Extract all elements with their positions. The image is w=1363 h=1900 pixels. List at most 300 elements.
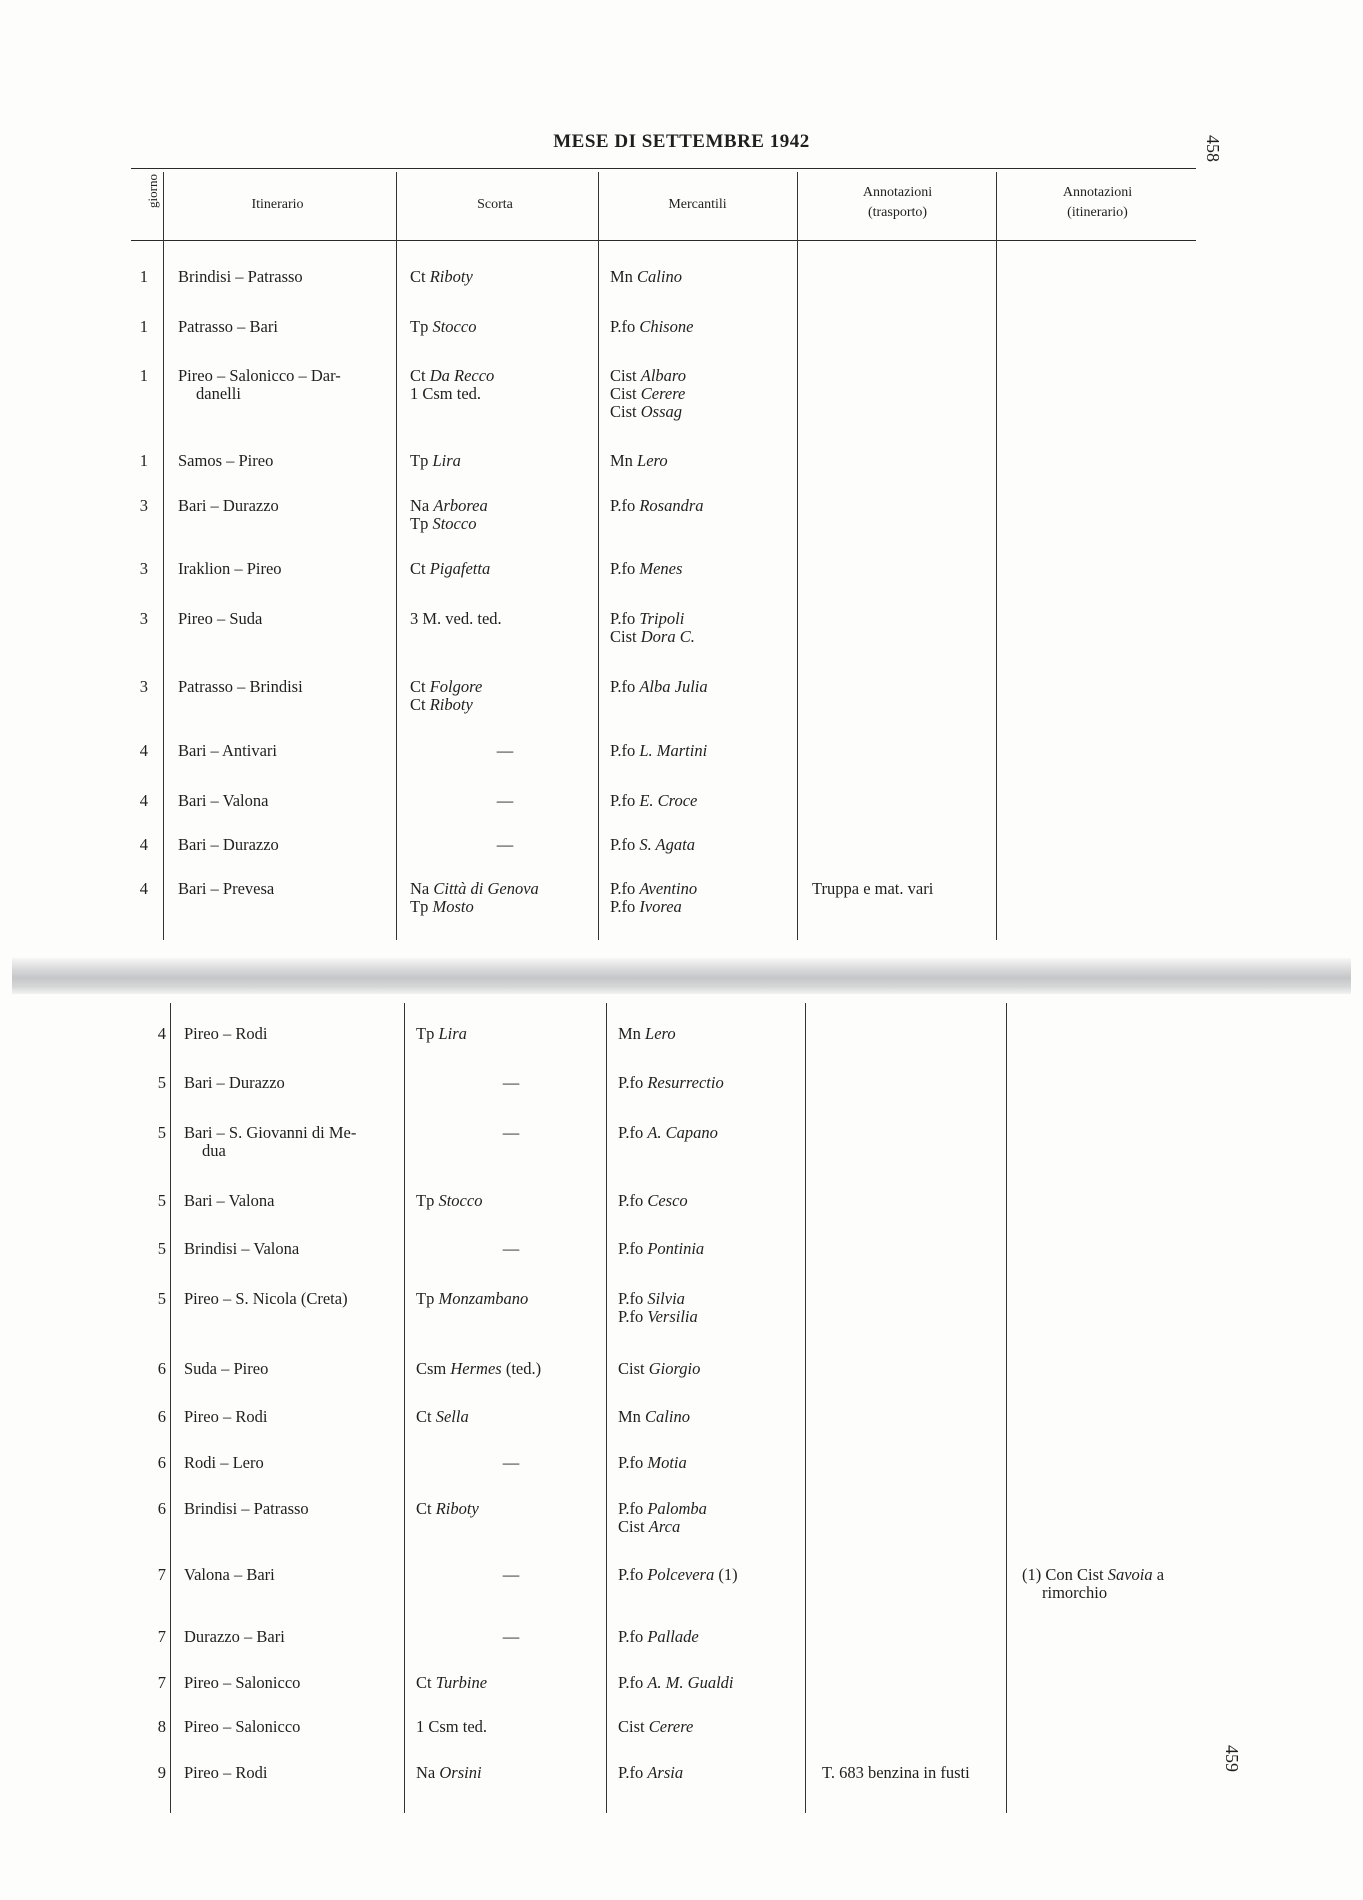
mercantili-type: P.fo	[618, 1073, 644, 1092]
mercantili-name: S. Agata	[639, 835, 695, 854]
itinerario-line: Pireo – Rodi	[184, 1024, 268, 1043]
mercantili-type: Cist	[610, 366, 637, 385]
mercantili-type: P.fo	[610, 559, 636, 578]
scorta-name: Pigafetta	[429, 559, 491, 578]
mercantili-cell	[618, 1192, 808, 1210]
scorta-cell	[416, 1566, 606, 1584]
giorno-cell: 1	[139, 317, 148, 336]
scorta-cell	[416, 1360, 606, 1378]
itinerario-line: Brindisi – Patrasso	[184, 1499, 309, 1518]
scorta-line	[416, 1718, 606, 1736]
itinerario-line: Brindisi – Valona	[184, 1239, 300, 1258]
scorta-dash: —	[502, 1565, 520, 1584]
scorta-type: Csm	[416, 1359, 447, 1378]
itinerario-cell	[178, 367, 393, 403]
scorta-cell	[410, 452, 600, 470]
note-line: rimorchio	[1042, 1583, 1108, 1602]
scorta-type: Tp	[410, 897, 429, 916]
scorta-name: Turbine	[435, 1673, 488, 1692]
mercantili-line	[610, 367, 800, 385]
scorta-dash: —	[502, 1239, 520, 1258]
header-bottom-rule	[131, 240, 1196, 241]
mercantili-name: Rosandra	[639, 496, 704, 515]
mercantili-type: P.fo	[610, 317, 636, 336]
mercantili-cell	[618, 1628, 808, 1646]
mercantili-name: L. Martini	[639, 741, 708, 760]
giorno-cell: 5	[157, 1191, 166, 1210]
scorta-name: Stocco	[432, 514, 477, 533]
scorta-line	[416, 1500, 606, 1518]
scorta-type: Ct	[410, 695, 426, 714]
itinerario-line: Bari – Prevesa	[178, 879, 275, 898]
mercantili-name: Calino	[637, 267, 682, 286]
scorta-type: 3 M. ved. ted.	[410, 609, 502, 628]
mercantili-name: Motia	[647, 1453, 687, 1472]
mercantili-type: P.fo	[610, 791, 636, 810]
mercantili-type: Mn	[610, 451, 633, 470]
scorta-type: Tp	[410, 451, 429, 470]
mercantili-line	[618, 1290, 808, 1308]
mercantili-cell	[610, 560, 800, 578]
mercantili-line	[618, 1718, 808, 1736]
scorta-dash: —	[502, 1123, 520, 1142]
itinerario-cell	[178, 560, 393, 578]
column-separator	[797, 172, 798, 940]
mercantili-name: Lero	[645, 1024, 676, 1043]
giorno-cell: 6	[157, 1453, 166, 1472]
mercantili-name: E. Croce	[639, 791, 698, 810]
mercantili-cell	[610, 792, 800, 810]
scorta-line	[410, 268, 600, 286]
scorta-cell	[416, 1240, 606, 1258]
mercantili-line	[610, 560, 800, 578]
itinerario-line: Pireo – Salonicco – Dar-	[178, 366, 341, 385]
itinerario-cell	[184, 1240, 399, 1258]
scorta-cell	[416, 1192, 606, 1210]
mercantili-line	[618, 1240, 808, 1258]
mercantili-line	[610, 403, 800, 421]
itinerario-line: Bari – Durazzo	[178, 835, 279, 854]
itinerario-cell	[178, 742, 393, 760]
mercantili-type: P.fo	[618, 1289, 644, 1308]
giorno-cell: 6	[157, 1359, 166, 1378]
column-separator	[996, 172, 997, 940]
giorno-cell: 7	[157, 1565, 166, 1584]
page-number-left: 458	[1203, 135, 1223, 162]
scorta-cell	[416, 1500, 606, 1518]
scorta-line	[410, 560, 600, 578]
note-ship-name: Savoia	[1107, 1565, 1153, 1584]
mercantili-line	[618, 1454, 808, 1472]
itinerario-line: Bari – S. Giovanni di Me-	[184, 1123, 357, 1142]
itinerario-line: danelli	[196, 384, 241, 403]
mercantili-line	[618, 1124, 808, 1142]
mercantili-type: P.fo	[610, 741, 636, 760]
itinerario-cell	[184, 1290, 399, 1308]
itinerario-cell	[178, 452, 393, 470]
mercantili-cell	[610, 836, 800, 854]
mercantili-type: Mn	[618, 1024, 641, 1043]
mercantili-name: Palomba	[647, 1499, 707, 1518]
itinerario-line: Bari – Valona	[184, 1191, 275, 1210]
mercantili-type: Cist	[610, 402, 637, 421]
scorta-type: Tp	[410, 317, 429, 336]
mercantili-line	[610, 678, 800, 696]
mercantili-cell	[618, 1764, 808, 1782]
scorta-extra: (ted.)	[505, 1359, 542, 1378]
scorta-name: Stocco	[432, 317, 477, 336]
giorno-cell: 3	[139, 559, 148, 578]
itinerario-line: Brindisi – Patrasso	[178, 267, 303, 286]
mercantili-name: Tripoli	[639, 609, 685, 628]
scorta-type: Ct	[410, 366, 426, 385]
mercantili-type: P.fo	[618, 1565, 644, 1584]
column-header-mercantili: Mercantili	[668, 197, 727, 212]
mercantili-type: P.fo	[618, 1307, 644, 1326]
itinerario-cell	[178, 610, 393, 628]
giorno-cell: 6	[157, 1499, 166, 1518]
mercantili-type: Mn	[618, 1407, 641, 1426]
scorta-line	[410, 385, 600, 403]
scorta-type: 1 Csm ted.	[410, 384, 482, 403]
mercantili-type: P.fo	[618, 1453, 644, 1472]
scorta-type: 1 Csm ted.	[416, 1717, 488, 1736]
scorta-cell	[410, 367, 600, 403]
mercantili-cell	[618, 1025, 808, 1043]
note-text: (1) Con Cist	[1022, 1565, 1108, 1584]
mercantili-line	[610, 452, 800, 470]
mercantili-type: Cist	[610, 627, 637, 646]
itinerario-line: Samos – Pireo	[178, 451, 274, 470]
annot-itinerario-line1: Annotazioni	[1062, 185, 1133, 200]
giorno-cell: 3	[139, 609, 148, 628]
scorta-cell	[416, 1718, 606, 1736]
annotazioni-trasporto-cell: T. 683 benzina in fusti	[822, 1763, 970, 1782]
itinerario-line: Bari – Durazzo	[184, 1073, 285, 1092]
itinerario-cell	[184, 1025, 399, 1043]
mercantili-name: Pallade	[647, 1627, 699, 1646]
mercantili-cell	[610, 880, 800, 916]
scorta-cell	[416, 1124, 606, 1142]
mercantili-name: Arca	[648, 1517, 681, 1536]
itinerario-cell	[184, 1360, 399, 1378]
mercantili-name: Versilia	[647, 1307, 698, 1326]
scorta-name: Arborea	[433, 496, 488, 515]
column-header-annotazioni-itinerario	[1000, 183, 1195, 223]
itinerario-line: Rodi – Lero	[184, 1453, 264, 1472]
scorta-name: Lira	[438, 1024, 467, 1043]
mercantili-cell	[610, 497, 800, 515]
mercantili-name: Cerere	[640, 384, 686, 403]
scorta-cell	[410, 678, 600, 714]
itinerario-cell	[184, 1674, 399, 1692]
mercantili-cell	[618, 1360, 808, 1378]
mercantili-line	[618, 1764, 808, 1782]
mercantili-name: Chisone	[639, 317, 694, 336]
itinerario-line: Pireo – Salonicco	[184, 1673, 301, 1692]
header-top-rule	[131, 168, 1196, 169]
giorno-cell: 6	[157, 1407, 166, 1426]
mercantili-line	[618, 1674, 808, 1692]
mercantili-name: Resurrectio	[647, 1073, 724, 1092]
itinerario-line: Durazzo – Bari	[184, 1627, 285, 1646]
scorta-cell	[410, 880, 600, 916]
note-line	[1022, 1566, 1212, 1584]
mercantili-line	[610, 742, 800, 760]
note-text: a	[1152, 1565, 1165, 1584]
mercantili-name: Calino	[645, 1407, 690, 1426]
giorno-cell: 8	[157, 1717, 166, 1736]
itinerario-cell	[184, 1454, 399, 1472]
mercantili-name: Silvia	[647, 1289, 685, 1308]
scorta-type: Ct	[410, 677, 426, 696]
itinerario-cell	[184, 1192, 399, 1210]
mercantili-cell	[610, 268, 800, 286]
scorta-type: Ct	[416, 1499, 432, 1518]
mercantili-type: P.fo	[618, 1673, 644, 1692]
scorta-cell	[410, 318, 600, 336]
itinerario-cell	[178, 792, 393, 810]
itinerario-cell	[184, 1124, 399, 1160]
itinerario-cell	[178, 318, 393, 336]
mercantili-line	[618, 1500, 808, 1518]
mercantili-type: Mn	[610, 267, 633, 286]
page-title: MESE DI SETTEMBRE 1942	[553, 131, 810, 152]
mercantili-cell	[618, 1718, 808, 1736]
mercantili-cell	[618, 1500, 808, 1536]
giorno-cell: 7	[157, 1673, 166, 1692]
itinerario-line: Bari – Durazzo	[178, 496, 279, 515]
scorta-cell	[416, 1764, 606, 1782]
scorta-type: Tp	[416, 1024, 435, 1043]
scorta-cell	[410, 836, 600, 854]
scorta-dash: —	[502, 1073, 520, 1092]
scorta-cell	[410, 742, 600, 760]
scorta-name: Da Recco	[429, 366, 495, 385]
scorta-dash: —	[496, 741, 514, 760]
scorta-cell	[416, 1628, 606, 1646]
mercantili-line	[618, 1628, 808, 1646]
column-separator	[163, 172, 164, 940]
giorno-cell: 1	[139, 451, 148, 470]
mercantili-cell	[610, 452, 800, 470]
mercantili-cell	[610, 610, 800, 646]
giorno-cell: 5	[157, 1073, 166, 1092]
giorno-cell: 4	[139, 879, 148, 898]
itinerario-line: Suda – Pireo	[184, 1359, 269, 1378]
mercantili-line	[610, 880, 800, 898]
itinerario-cell	[184, 1500, 399, 1518]
scorta-line	[410, 678, 600, 696]
scorta-name: Mosto	[432, 897, 474, 916]
scorta-line	[410, 880, 600, 898]
itinerario-cell	[184, 1764, 399, 1782]
annot-trasporto-line2: (trasporto)	[867, 205, 928, 220]
column-separator	[396, 172, 397, 940]
scorta-line	[410, 318, 600, 336]
giorno-cell: 4	[157, 1024, 166, 1043]
mercantili-line	[610, 268, 800, 286]
scorta-type: Ct	[416, 1407, 432, 1426]
scorta-cell	[410, 792, 600, 810]
itinerario-line: Pireo – Suda	[178, 609, 263, 628]
mercantili-cell	[610, 678, 800, 696]
column-separator	[170, 1003, 171, 1813]
mercantili-line	[618, 1360, 808, 1378]
annotazioni-trasporto-cell: Truppa e mat. vari	[812, 879, 934, 898]
column-separator	[598, 172, 599, 940]
giorno-cell: 7	[157, 1627, 166, 1646]
mercantili-cell	[618, 1454, 808, 1472]
scorta-type: Na	[410, 879, 430, 898]
scorta-cell	[416, 1025, 606, 1043]
mercantili-type: P.fo	[610, 677, 636, 696]
scorta-type: Ct	[410, 267, 426, 286]
mercantili-type: P.fo	[610, 835, 636, 854]
mercantili-name: Aventino	[639, 879, 698, 898]
column-separator	[1006, 1003, 1007, 1813]
mercantili-name: Albaro	[640, 366, 686, 385]
scorta-line	[416, 1290, 606, 1308]
mercantili-line	[610, 836, 800, 854]
itinerario-cell	[178, 268, 393, 286]
scorta-dash: —	[496, 835, 514, 854]
scorta-cell	[410, 268, 600, 286]
giorno-cell: 3	[139, 496, 148, 515]
mercantili-cell	[610, 367, 800, 421]
scorta-line	[410, 367, 600, 385]
scorta-line	[410, 610, 600, 628]
itinerario-cell	[178, 497, 393, 515]
scorta-line	[416, 1764, 606, 1782]
mercantili-name: Menes	[639, 559, 683, 578]
scorta-line	[410, 898, 600, 916]
scorta-name: Orsini	[439, 1763, 482, 1782]
giorno-cell: 4	[139, 741, 148, 760]
scorta-type: Ct	[410, 559, 426, 578]
mercantili-type: P.fo	[618, 1239, 644, 1258]
giorno-cell: 5	[157, 1123, 166, 1142]
giorno-cell: 4	[139, 791, 148, 810]
itinerario-line: Patrasso – Brindisi	[178, 677, 303, 696]
mercantili-type: P.fo	[618, 1123, 644, 1142]
mercantili-name: Cerere	[648, 1717, 694, 1736]
mercantili-line	[610, 385, 800, 403]
mercantili-name: Dora C.	[640, 627, 695, 646]
mercantili-name: Pontinia	[647, 1239, 705, 1258]
scorta-name: Hermes	[450, 1359, 502, 1378]
mercantili-line	[618, 1025, 808, 1043]
scorta-cell	[416, 1290, 606, 1308]
mercantili-cell	[618, 1124, 808, 1142]
scorta-line	[416, 1025, 606, 1043]
mercantili-name: Polcevera	[647, 1565, 715, 1584]
scorta-type: Na	[410, 496, 430, 515]
mercantili-name: Cesco	[647, 1191, 688, 1210]
mercantili-cell	[618, 1074, 808, 1092]
mercantili-line	[618, 1308, 808, 1326]
mercantili-line	[610, 318, 800, 336]
mercantili-line	[618, 1518, 808, 1536]
scorta-cell	[410, 560, 600, 578]
itinerario-line: Bari – Antivari	[178, 741, 277, 760]
scorta-name: Stocco	[438, 1191, 483, 1210]
scorta-name: Folgore	[429, 677, 483, 696]
scorta-name: Città di Genova	[433, 879, 539, 898]
itinerario-cell	[178, 678, 393, 696]
mercantili-cell	[618, 1290, 808, 1326]
mercantili-cell	[610, 742, 800, 760]
itinerario-cell	[178, 836, 393, 854]
mercantili-line	[618, 1074, 808, 1092]
mercantili-type: Cist	[618, 1359, 645, 1378]
scorta-type: Tp	[416, 1289, 435, 1308]
mercantili-line	[618, 1408, 808, 1426]
column-header-giorno: giorno	[145, 174, 160, 208]
mercantili-name: Giorgio	[648, 1359, 701, 1378]
annot-itinerario-line2: (itinerario)	[1067, 205, 1128, 220]
itinerario-cell	[184, 1566, 399, 1584]
scorta-cell	[416, 1454, 606, 1472]
itinerario-line: dua	[202, 1141, 226, 1160]
itinerario-line: Pireo – Rodi	[184, 1763, 268, 1782]
giorno-cell: 5	[157, 1289, 166, 1308]
scorta-cell	[416, 1674, 606, 1692]
giorno-cell: 1	[139, 267, 148, 286]
itinerario-line: Valona – Bari	[184, 1565, 275, 1584]
mercantili-cell	[618, 1674, 808, 1692]
mercantili-type: P.fo	[618, 1191, 644, 1210]
mercantili-type: P.fo	[618, 1627, 644, 1646]
scorta-line	[410, 515, 600, 533]
itinerario-cell	[184, 1718, 399, 1736]
annotazioni-itinerario-cell	[1022, 1566, 1212, 1602]
mercantili-line	[610, 497, 800, 515]
mercantili-line	[610, 898, 800, 916]
mercantili-name: A. Capano	[647, 1123, 718, 1142]
annot-trasporto-line1: Annotazioni	[862, 185, 933, 200]
mercantili-name: Ossag	[640, 402, 682, 421]
mercantili-name: A. M. Gualdi	[647, 1673, 734, 1692]
mercantili-type: Cist	[618, 1717, 645, 1736]
mercantili-line	[610, 628, 800, 646]
itinerario-cell	[184, 1628, 399, 1646]
column-separator	[404, 1003, 405, 1813]
mercantili-type: P.fo	[610, 609, 636, 628]
itinerario-cell	[184, 1074, 399, 1092]
scorta-line	[416, 1674, 606, 1692]
itinerario-line: Iraklion – Pireo	[178, 559, 282, 578]
mercantili-line	[610, 792, 800, 810]
scorta-line	[416, 1192, 606, 1210]
scorta-dash: —	[502, 1453, 520, 1472]
mercantili-cell	[618, 1408, 808, 1426]
scorta-name: Lira	[432, 451, 461, 470]
scorta-type: Tp	[410, 514, 429, 533]
column-header-annotazioni-trasporto	[800, 183, 995, 223]
scorta-line	[416, 1360, 606, 1378]
itinerario-line: Pireo – Salonicco	[184, 1717, 301, 1736]
column-header-itinerario: Itinerario	[251, 197, 304, 212]
giorno-cell: 5	[157, 1239, 166, 1258]
scorta-cell	[416, 1074, 606, 1092]
mercantili-name: Arsia	[647, 1763, 684, 1782]
page-number-right: 459	[1222, 1745, 1242, 1772]
scorta-dash: —	[496, 791, 514, 810]
mercantili-name: Ivorea	[639, 897, 682, 916]
itinerario-line: Pireo – S. Nicola (Creta)	[184, 1289, 348, 1308]
mercantili-line	[618, 1192, 808, 1210]
